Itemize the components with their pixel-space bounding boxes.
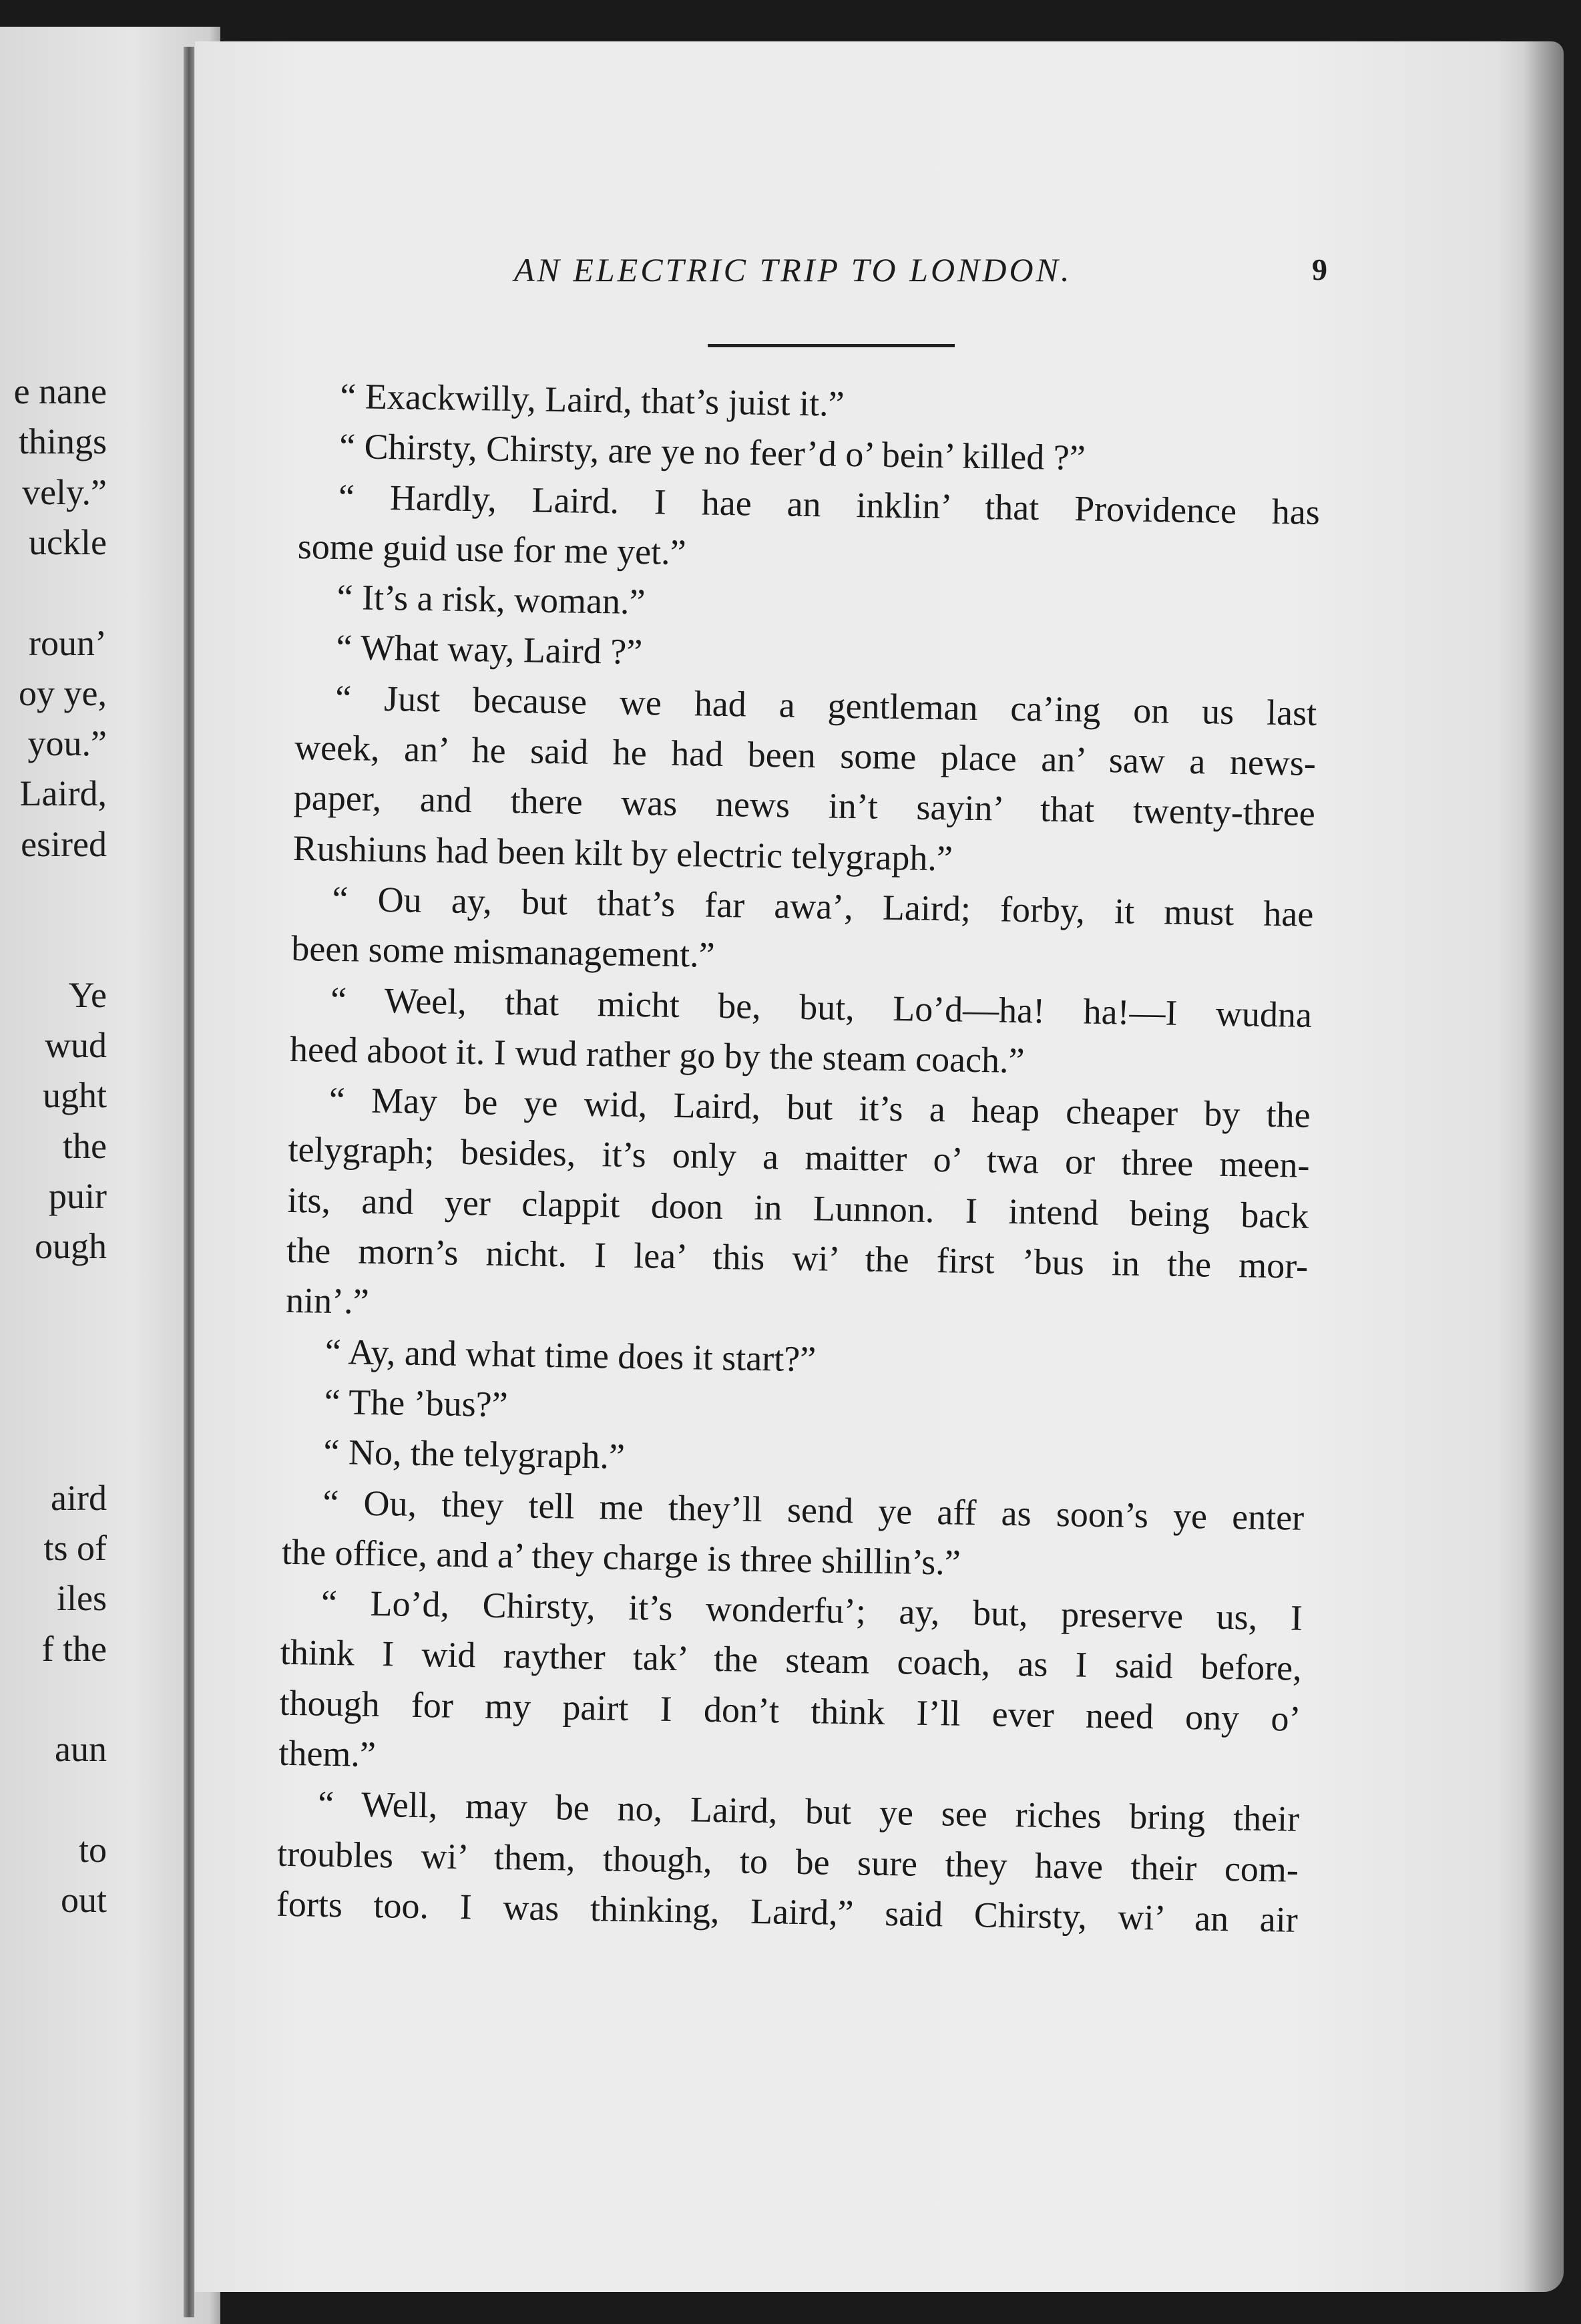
text-line: “ Well, may be no, Laird, but ye see riches bring their: [317, 1783, 1300, 1840]
header-rule: [708, 344, 955, 347]
text-line: “ May be ye wid, Laird, but it’s a heap cheaper by the: [328, 1079, 1311, 1136]
facing-page-fragment: oy ye,: [19, 672, 107, 713]
text-line: Rushiuns had been kilt by electric telygraph.”: [292, 827, 953, 879]
facing-page-fragment: iles: [57, 1578, 107, 1619]
facing-page-fragment: you.”: [27, 723, 107, 764]
facing-page-fragment: wud: [45, 1024, 107, 1065]
facing-page-fragment: esired: [21, 823, 107, 864]
facing-page-fragment: aird: [51, 1477, 107, 1518]
facing-page-fragment: to: [78, 1829, 107, 1870]
text-line: “ Weel, that micht be, but, Lo’d—ha! ha!—I wudna: [330, 979, 1313, 1035]
facing-page-fragment: puir: [49, 1175, 107, 1216]
facing-page-fragment: the: [63, 1125, 107, 1166]
text-line: though for my pairt I don’t think I’ll ever need ony o’: [279, 1682, 1301, 1739]
text-line: “ What way, Laird ?”: [336, 627, 643, 672]
running-title: AN ELECTRIC TRIP TO LONDON.: [514, 251, 1072, 288]
text-line: “ Just because we had a gentleman ca’ing on us last: [334, 677, 1317, 733]
text-line: “ Hardly, Laird. I hae an inklin’ that Providence has: [338, 476, 1321, 532]
text-line: “ Ou ay, but that’s far awa’, Laird; forby, it must hae: [332, 878, 1314, 934]
facing-page-fragment: f the: [41, 1628, 107, 1669]
text-line: “ Ou, they tell me they’ll send ye aff as soon’s ye enter: [322, 1482, 1305, 1538]
text-line: nin’.”: [285, 1280, 370, 1322]
page-number: 9: [1312, 252, 1327, 286]
facing-page-fragment: e nane: [13, 371, 107, 411]
text-line: its, and yer clappit doon in Lunnon. I intend being back: [287, 1179, 1309, 1236]
text-line: the office, and a’ they charge is three shillin’s.”: [281, 1531, 961, 1583]
text-line: troubles wi’ them, though, to be sure they have their com-: [276, 1833, 1299, 1890]
text-line: “ Ay, and what time does it start?”: [324, 1331, 817, 1379]
running-header: [314, 250, 1355, 304]
facing-page-fragment: vely.”: [22, 471, 107, 512]
facing-page-fragment: ught: [42, 1075, 107, 1116]
text-line: week, an’ he said he had been some place an’ saw a news-: [294, 727, 1317, 784]
facing-page-fragment: ts of: [43, 1527, 107, 1568]
text-line: them.”: [278, 1732, 377, 1775]
facing-page-fragment: Laird,: [19, 773, 107, 814]
facing-page-fragment: things: [18, 421, 107, 462]
text-line: some guid use for me yet.”: [297, 526, 687, 572]
facing-page-fragment: uckle: [29, 522, 107, 562]
text-line: “ Chirsty, Chirsty, are ye no feer’d o’ bein’ killed ?”: [338, 426, 1086, 478]
page-body-text: [276, 371, 1321, 1945]
facing-page-fragment: ough: [35, 1226, 107, 1267]
text-line: “ No, the telygraph.”: [323, 1431, 626, 1477]
text-line: “ The ’bus?”: [324, 1381, 509, 1425]
text-line: been some mismanagement.”: [290, 928, 716, 976]
text-line: telygraph; besides, it’s only a maitter o’ twa or three meen-: [288, 1129, 1310, 1186]
text-line: forts too. I was thinking, Laird,” said Chirsty, wi’ an air: [276, 1883, 1299, 1940]
facing-page-fragment: out: [60, 1880, 107, 1920]
text-line: paper, and there was news in’t sayin’ that twenty-three: [293, 777, 1316, 834]
facing-page-fragment: aun: [55, 1729, 107, 1770]
text-line: “ Lo’d, Chirsty, it’s wonderfu’; ay, but, preserve us, I: [320, 1582, 1303, 1638]
facing-page-fragment: Ye: [68, 974, 107, 1015]
text-line: “ It’s a risk, woman.”: [336, 577, 646, 622]
text-line: “ Exackwilly, Laird, that’s juist it.”: [339, 375, 845, 424]
text-line: heed aboot it. I wud rather go by the steam coach.”: [289, 1028, 1025, 1081]
text-line: think I wid rayther tak’ the steam coach, as I said before,: [280, 1632, 1303, 1689]
facing-page-fragment: roun’: [29, 622, 107, 663]
book-gutter: [184, 47, 194, 2317]
page-shadow: [1524, 41, 1564, 2292]
text-line: the morn’s nicht. I lea’ this wi’ the first ’bus in the mor-: [286, 1229, 1309, 1286]
